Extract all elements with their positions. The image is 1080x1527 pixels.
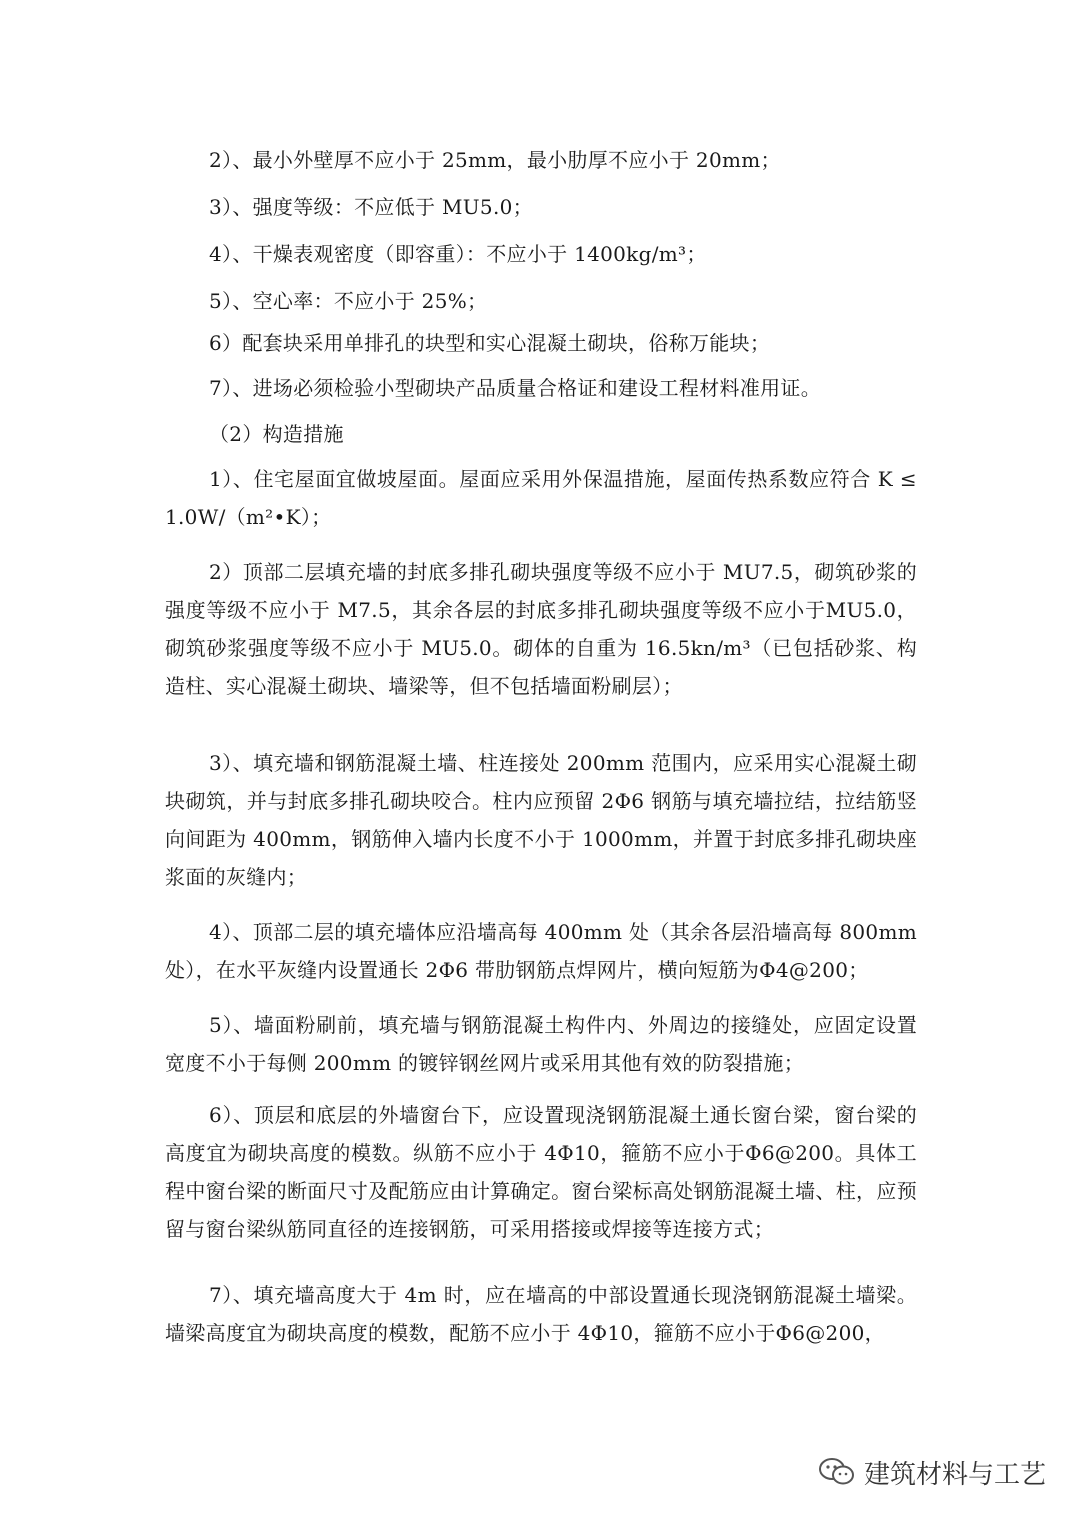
- paragraph: 6）配套块采用单排孔的块型和实心混凝土砌块，俗称万能块；: [209, 331, 771, 355]
- watermark: [818, 1452, 1046, 1492]
- section-heading: （2）构造措施: [209, 422, 344, 446]
- paragraph: 7）、填充墙高度大于 4m 时，应在墙高的中部设置通长现浇钢筋混凝土墙梁。墙梁高度宜为砌块高度的模数，配筋不应小于 4Φ10，箍筋不应小于Φ6@200，: [165, 1283, 917, 1345]
- paragraph: 5）、墙面粉刷前，填充墙与钢筋混凝土构件内、外周边的接缝处，应固定设置宽度不小于每侧 200mm 的镀锌钢丝网片或采用其他有效的防裂措施；: [165, 1013, 917, 1075]
- paragraph: 6）、顶层和底层的外墙窗台下，应设置现浇钢筋混凝土通长窗台梁，窗台梁的高度宜为砌块高度的模数。纵筋不应小于 4Φ10，箍筋不应小于Φ6@200。具体工程中窗台梁的断面尺寸及配筋应由计算确定。窗台梁标高处钢筋混凝土墙、柱，应预留与窗台梁纵筋同直径的连接钢筋，可采用搭接或焊接等连接方式；: [165, 1103, 917, 1241]
- paragraph: 3）、强度等级：不应低于 MU5.0；: [209, 195, 533, 219]
- wechat-icon: [818, 1456, 856, 1488]
- paragraph: 2）、最小外壁厚不应小于 25mm，最小肋厚不应小于 20mm；: [209, 148, 781, 172]
- paragraph: 4）、顶部二层的填充墙体应沿墙高每 400mm 处（其余各层沿墙高每 800mm 处），在水平灰缝内设置通长 2Φ6 带肋钢筋点焊网片，横向短筋为Φ4@200；: [165, 920, 917, 982]
- paragraph: 2）顶部二层填充墙的封底多排孔砌块强度等级不应小于 MU7.5，砌筑砂浆的强度等级不应小于 M7.5，其余各层的封底多排孔砌块强度等级不应小于MU5.0，砌筑砂浆强度等级不应小于 MU5.0。砌体的自重为 16.5kn/m³（已包括砂浆、构造柱、实心混凝土砌块、墙梁等，但不包括墙面粉刷层）；: [165, 560, 917, 698]
- paragraph: 7）、进场必须检验小型砌块产品质量合格证和建设工程材料准用证。: [209, 376, 822, 400]
- paragraph: 5）、空心率：不应小于 25%；: [209, 289, 488, 313]
- paragraph: 4）、干燥表观密度（即容重）：不应小于 1400kg/m³；: [209, 242, 707, 266]
- paragraph: 3）、填充墙和钢筋混凝土墙、柱连接处 200mm 范围内，应采用实心混凝土砌块砌筑，并与封底多排孔砌块咬合。柱内应预留 2Φ6 钢筋与填充墙拉结，拉结筋竖向间距为 400mm，钢筋伸入墙内长度不小于 1000mm，并置于封底多排孔砌块座浆面的灰缝内；: [165, 751, 917, 889]
- paragraph: 1）、住宅屋面宜做坡屋面。屋面应采用外保温措施，屋面传热系数应符合 K ≤1.0W/（m²•K）；: [165, 467, 917, 529]
- watermark-text: 建筑材料与工艺: [864, 1459, 1047, 1490]
